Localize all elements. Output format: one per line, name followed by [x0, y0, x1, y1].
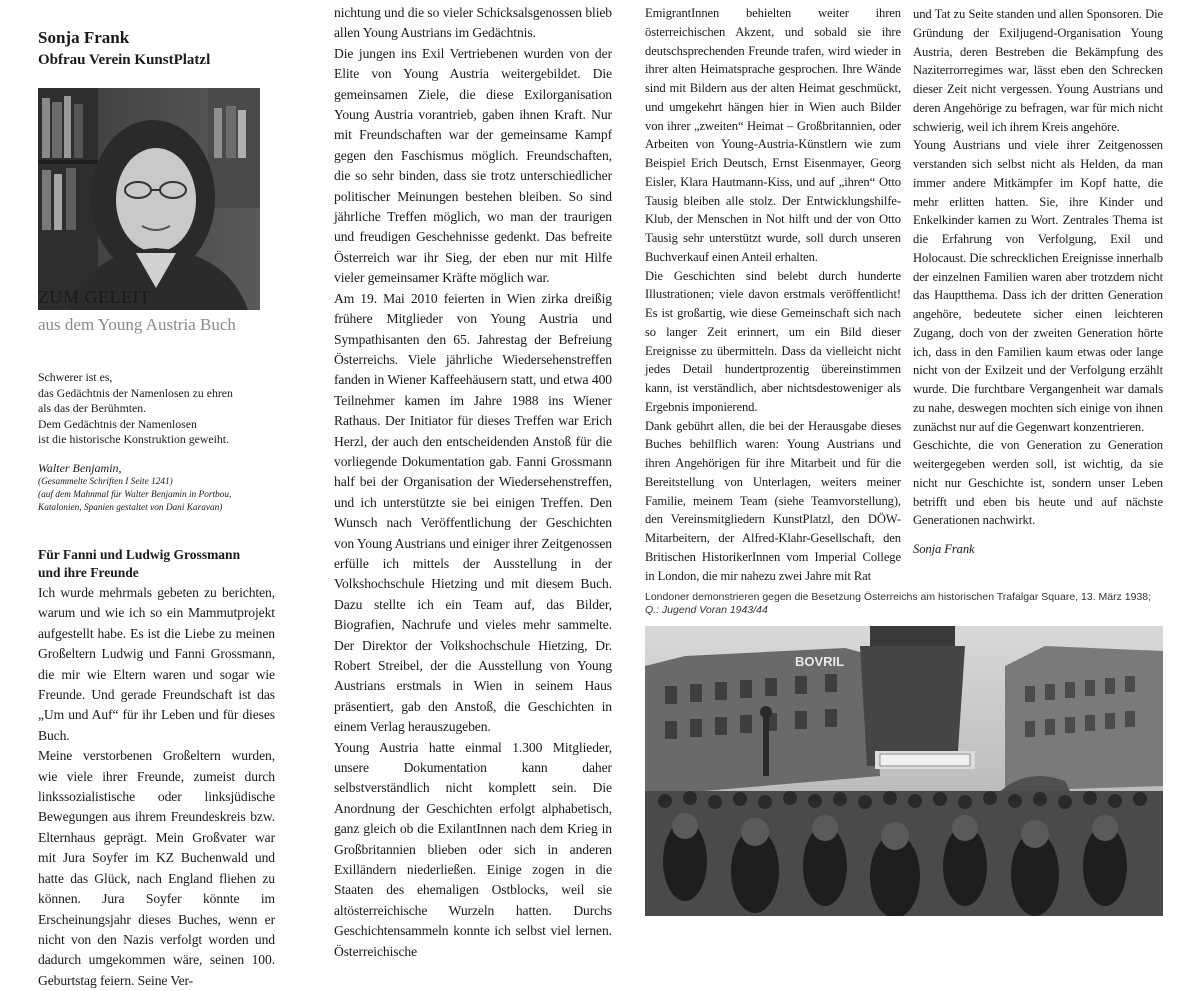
motto-source-line: (Gesammelte Schriften I Seite 1241) — [38, 477, 173, 487]
author-portrait-photo — [38, 88, 260, 310]
column-3-text — [645, 4, 901, 585]
paragraph: Dank gebührt allen, die bei der Herausgabe dieses Buches behilflich waren: Young Austrians und ihren Angehörigen für ihre Mitarbeit und für die Bereitstellung von Unterlagen, weiters meiner Familie, meinem Team (siehe Teamvorstellung), den Vereinsmitgliedern KunstPlatzl, den DÖW-Mitarbeitern, der Alfred-Klahr-Gesellschaft, den Britischen HistorikerInnen vom Imperial College in London, die mir nahezu zwei Jahre mit Rat — [645, 418, 901, 583]
motto-line: Schwerer ist es, — [38, 370, 113, 384]
paragraph: Geschichte, die von Generation zu Generation weitergegeben werden soll, ist wichtig, da sie nicht nur Geschichte ist, sondern unser Leben betrifft und eben bis heute und auf nächste Generationen nachwirkt. — [913, 438, 1163, 528]
motto-line: das Gedächtnis der Namenlosen zu ehren — [38, 385, 233, 400]
paragraph: Die jungen ins Exil Vertriebenen wurden von der Elite von Young Austria weitergebildet. Die gemeinsamen Ziele, die diese Exilorganisation Young Austria vorantrieb, gaben ihnen Kraft. Nur mit Freundschaften war der gemeinsame Kampf gegen den Faschismus möglich. Freundschaften, die so sehr binden, dass sie trotz unterschiedlicher politischer Meinungen bestehen bleiben. So sind jährliche Treffen möglich, wo man der traurigen und freudigen Geschehnisse gedenkt. Das befreite Österreich war ihr Sieg, der eben nur mit Hilfe vieler gemeinsamer Kräfte möglich war. — [334, 45, 612, 286]
motto-source-name: Walter Benjamin, — [38, 461, 122, 475]
dedication-line: Für Fanni und Ludwig Grossmann — [38, 547, 241, 562]
paragraph: Am 19. Mai 2010 feierten in Wien zirka dreißig frühere Mitglieder von Young Austria und Sympathisanten den 65. Jahrestag der Befreiung Österreichs. Viele jährliche Wiedersehenstreffen fanden in Wiener Kaffeehäusern statt, und etwa 400 Teilnehmer kamen im Jahre 1988 ins Wiener Rathaus. Der Initiator für dieses Treffen war Erich Herzl, der auch den entscheidenden Anstoß für die vorliegende Dokumentation gab. Fanni Grossmann half bei der Organisation der Wiedersehenstreffen, und ich unterstützte sie bei einigen Treffen. Den Wunsch nach Veröffentlichung der Geschichten von Young Austrians und einiger ihrer Zeitgenossen erfülle ich mittels der Ausstellung in der Volkshochschule Hietzing und mit diesem Buch. Dazu stellte ich ein Team auf, das Bilder, Biografien, Nachrufe und vieles mehr sammelte. Der Direktor der Volkshochschule Hietzing, Dr. Robert Streibel, der die Ausstellung von Young Austrians erstmals in Wien in seinem Haus präsentiert, gab den Anstoß, die Geschichten in einem Verlag herauszugeben. — [334, 290, 612, 735]
paragraph: Die Geschichten sind belebt durch hunderte Illustrationen; viele davon erstmals veröffentlicht! Es ist großartig, wie diese Gemeinschaft sich nach so langer Zeit erinnert, um ein Bild dieser Ereignisse zu übermitteln. Dass da vielleicht nicht jedes Detail hundertprozentig übereinstimmen kann, ist verständlich, aber nichtsdestoweniger als Ergebnis imponierend. — [645, 268, 901, 414]
paragraph: nichtung und die so vieler Schicksalsgenossen blieb allen Young Austrians im Gedächtnis. — [334, 5, 612, 41]
motto-quote — [38, 370, 233, 448]
motto-source-line: Katalonien, Spanien gestaltet von Dani Karavan) — [38, 503, 223, 513]
signature: Sonja Frank — [913, 542, 975, 556]
motto-source-line: (auf dem Mahnmal für Walter Benjamin in Portbou, — [38, 490, 232, 500]
motto-line: Dem Gedächtnis der Namenlosen — [38, 416, 197, 431]
bovril-sign: BOVRIL — [795, 654, 845, 669]
author-name: Sonja Frank — [38, 28, 130, 47]
paragraph: Ich wurde mehrmals gebeten zu berichten, warum und wie ich so ein Mammutprojekt aufgestellt habe. Es ist die Liebe zu meinen Großeltern Ludwig und Fanni Grossmann, die mir wie Eltern waren und sogar wie Freunde. Und gerade Freundschaft ist das „Um und Auf“ für ihr Leben und für dieses Buch. — [38, 585, 275, 743]
photo-caption-text: Londoner demonstrieren gegen die Besetzung Österreichs am historischen Trafalgar Square, 13. März 1938; — [645, 591, 1152, 603]
kicker-title: ZUM GELEIT — [38, 287, 151, 307]
paragraph: und Tat zu Seite standen und allen Sponsoren. Die Gründung der Exiljugend-Organisation Young Austria, deren Bestreben die Bekämpfung des Naziterrorregimes war, lässt eben den Schrecken dieser Zeit nicht vergessen. Young Austrians und deren Angehörige zu befragen, war für mich nicht schwierig, weil ich ihrem Kreis angehöre. — [913, 7, 1163, 134]
dedication-heading — [38, 546, 240, 581]
motto-source — [38, 462, 231, 515]
author-role: Obfrau Verein KunstPlatzl — [38, 52, 211, 68]
motto-line: ist die historische Konstruktion geweiht. — [38, 432, 230, 447]
column-1-text — [38, 583, 275, 991]
column-2-text — [334, 3, 612, 962]
trafalgar-square-photo — [645, 626, 1163, 916]
paragraph: Young Austrians und viele ihrer Zeitgenossen verstanden sich selbst nicht als Helden, da man immer andere Mitkämpfer im Kopf hatte, die mehr erlitten hatten. Sie, ihre Kinder und Enkelkinder kamen zu Wort. Zentrales Thema ist die Erfahrung von Verfolgung, Exil und Holocaust. Die schrecklichen Ereignisse innerhalb der einzelnen Familien waren aber trotzdem nicht das Hauptthema. Dass ich der dritten Generation angehöre, bedeutete sicher einen leichteren Zugang, doch von der zweiten Generation hörte ich, dass in den Familien kaum etwas oder lange nicht von der Exilzeit und der Verfolgung erzählt wurde. Die furchtbare Vergangenheit war damals zu nahe, deswegen mochten sich einige von ihnen zunächst nur auf die Gegenwart konzentrieren. — [913, 138, 1163, 434]
column-4-text — [913, 5, 1163, 559]
paragraph: Meine verstorbenen Großeltern wurden, wie viele ihrer Freunde, zumeist durch linkssozialistische oder linksjüdische Bewegungen aus ihrem Freundeskreis bzw. Elternhaus geprägt. Mein Großvater war mit Jura Soyfer im KZ Buchenwald und hatte das Glück, nach England fliehen zu können. Jura Soyfer könnte im Erscheinungsjahr dieses Buches, wenn er nicht von den Nazis verfolgt worden und dadurch umgekommen wäre, seinen 100. Geburtstag feiern. Seine Ver- — [38, 748, 275, 988]
kicker-subtitle: aus dem Young Austria Buch — [38, 315, 236, 334]
motto-line: als das der Berühmten. — [38, 401, 147, 416]
paragraph: EmigrantInnen behielten weiter ihren österreichischen Akzent, und sobald sie ihre deutschsprechenden Freunde trafen, wird wieder in ihrer alten Heimatsprache gesprochen. Ihre Wände sind mit Bildern aus der alten Heimat geschmückt, und umgekehrt hängen hier in Wien auch Bilder von ihrer „zweiten“ Heimat – Großbritannien, oder Arbeiten von Young-Austria-Künstlern wie zum Beispiel Erich Deutsch, Ernst Eisenmayer, Georg Eisler, Klara Hautmann-Kiss, und auf „ihren“ Otto Tausig bleiben alle stolz. Der Entwicklungshilfe-Klub, der Menschen in Not hilft und der von Otto Tausig sehr unterstützt wurde, soll durch unseren Buchverkauf einen Anteil erhalten. — [645, 6, 901, 264]
paragraph: Young Austria hatte einmal 1.300 Mitglieder, unsere Dokumentation kann daher selbstverständlich nicht komplett sein. Die Anordnung der Geschichten erfolgt alphabetisch, ganz gleich ob die ExilantInnen nach dem Krieg in Großbritannien blieben oder sich in anderen Exilländern niederließen. Einige zogen in die Staaten des ehemaligen Ostblocks, weil sie altösterreichische Wurzeln hatten. Durchs Geschichtensammeln konnte ich selbst viel lernen. Österreichische — [334, 739, 612, 959]
dedication-line: und ihre Freunde — [38, 564, 139, 580]
photo-caption — [645, 591, 1165, 617]
photo-caption-source: Q.: Jugend Voran 1943/44 — [645, 604, 768, 616]
